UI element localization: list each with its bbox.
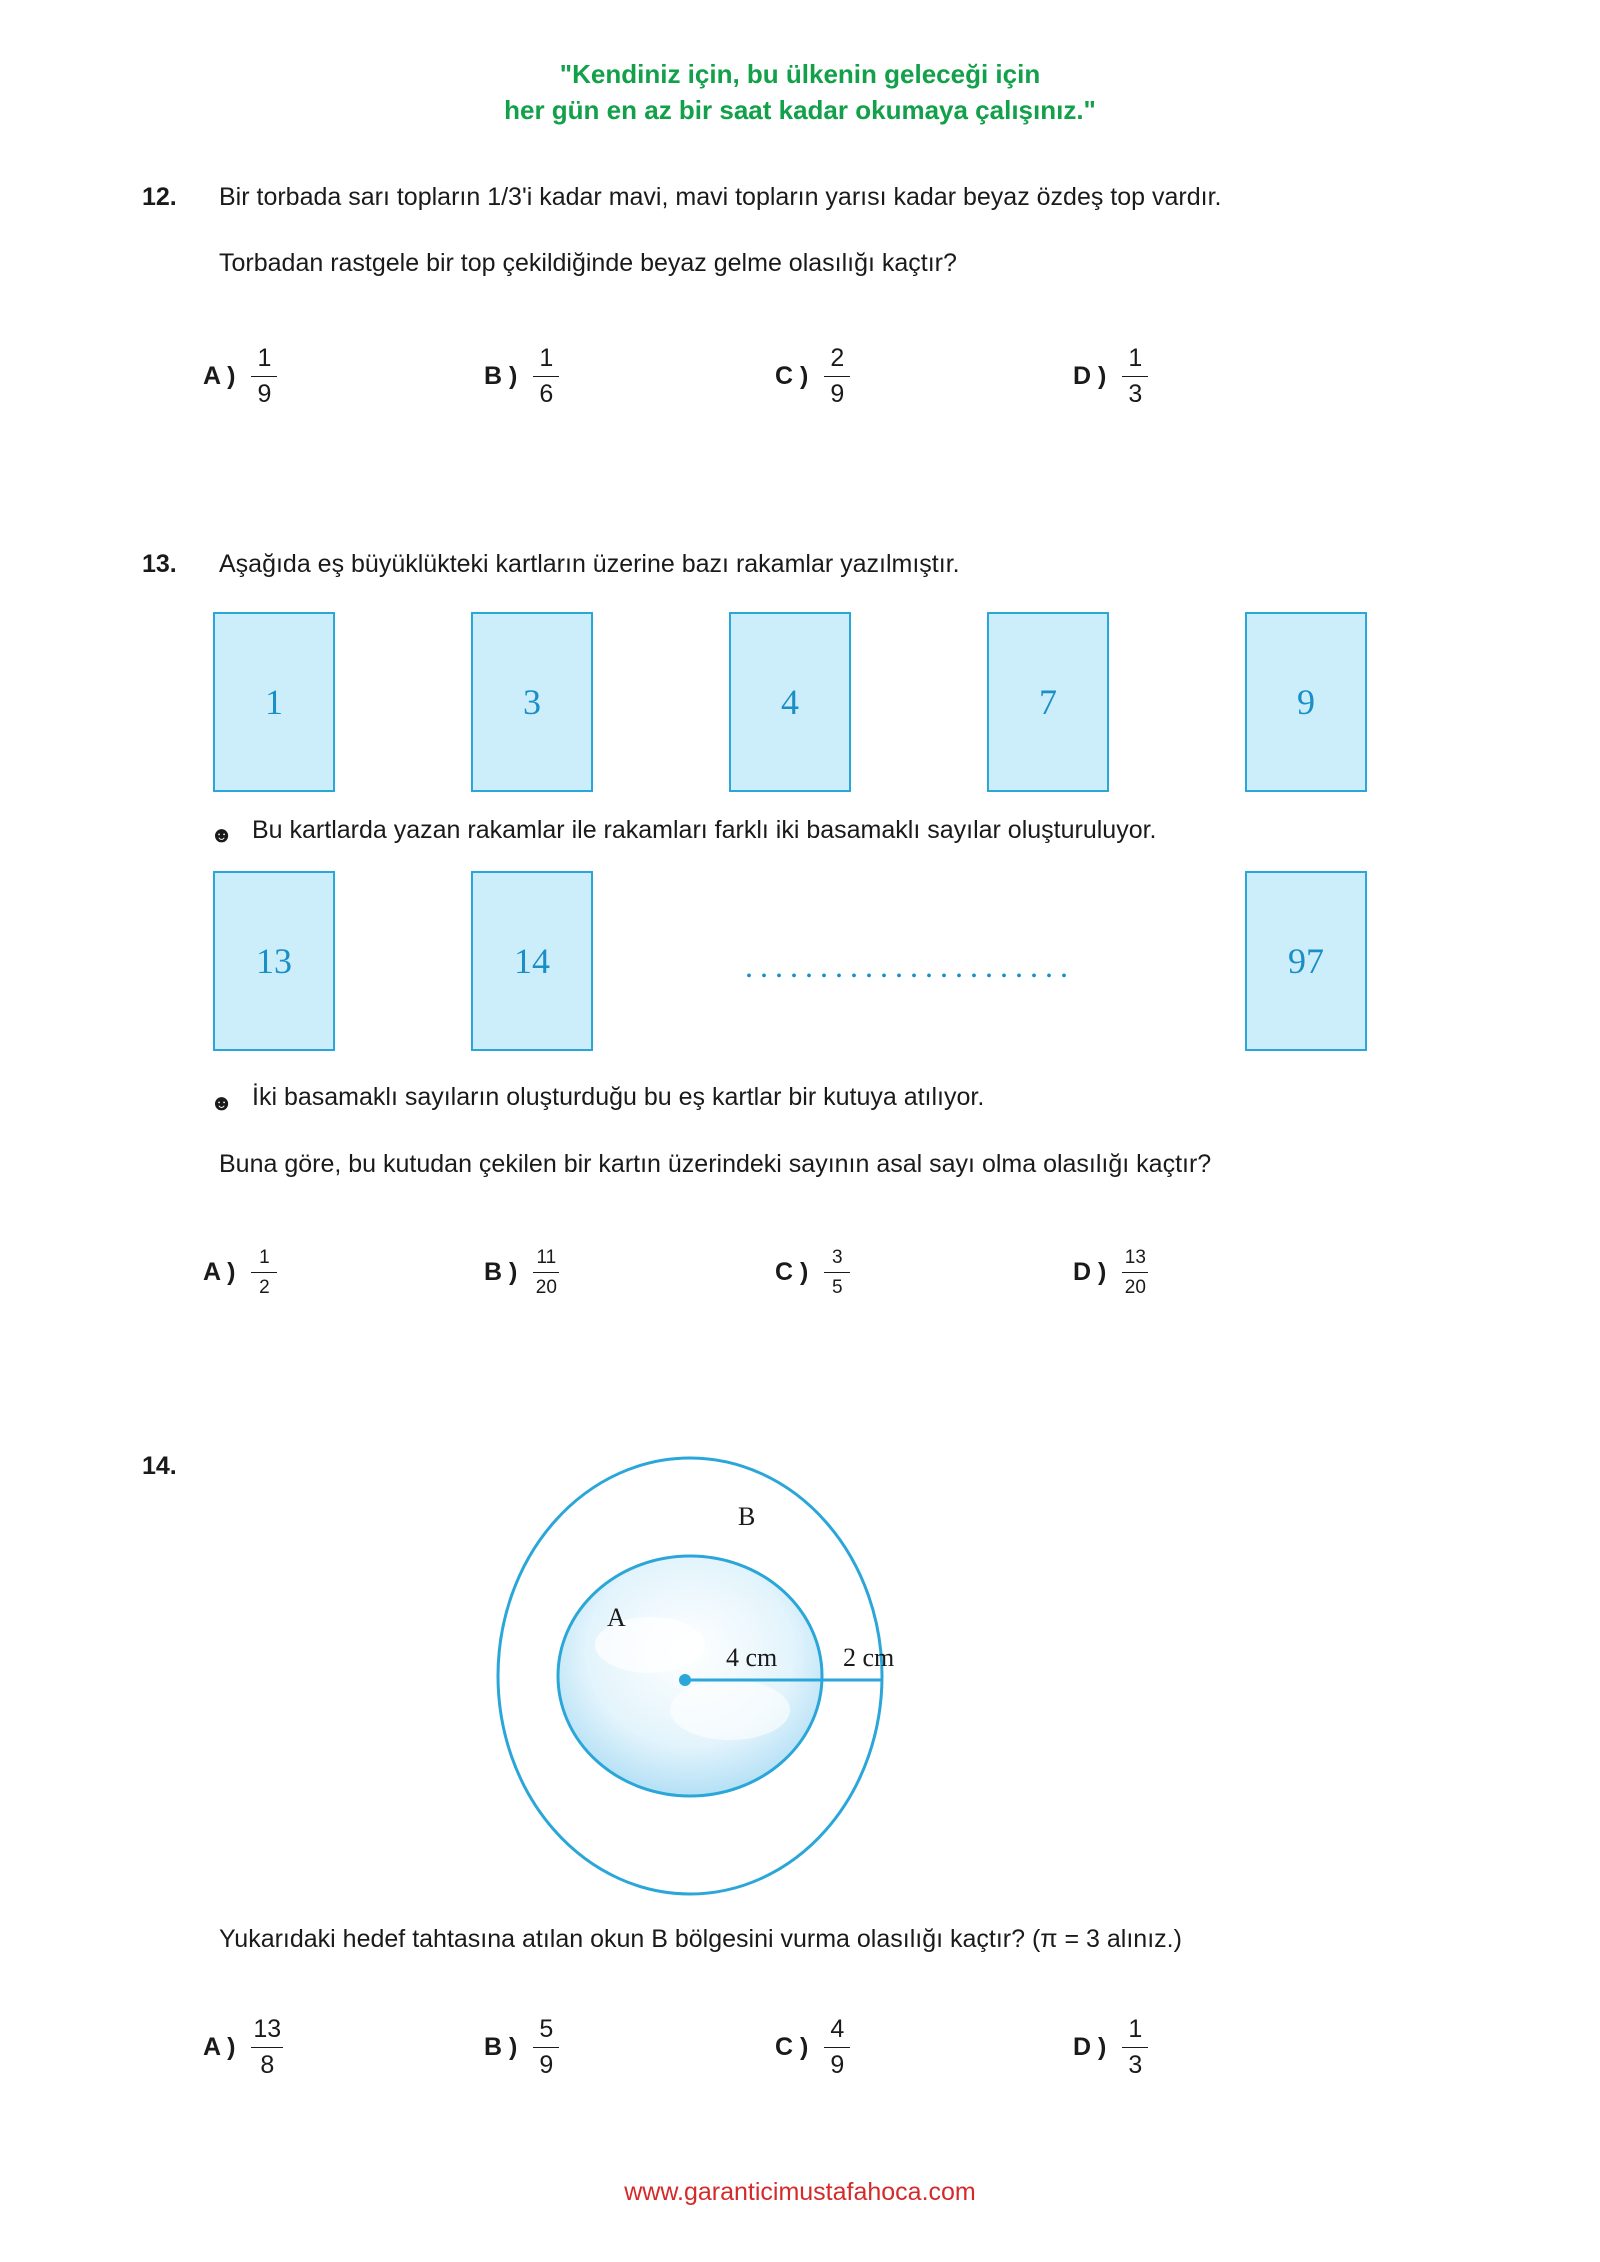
option-fraction: $\frac{1}{2}$ (251, 1248, 277, 1297)
question-14-prompt: Yukarıdaki hedef tahtasına atılan okun B bölgesini vurma olasılığı kaçtır? (π = 3 alınız.) (219, 1925, 1182, 1953)
number-card: 14 (471, 871, 593, 1051)
question-13-bullet-2: İki basamaklı sayıların oluşturduğu bu eş kartlar bir kutuya atılıyor. (252, 1083, 985, 1111)
option-fraction: $\frac{5}{9}$ (533, 2017, 559, 2078)
digit-card: 4 (729, 612, 851, 792)
option-letter: D ) (1073, 362, 1107, 390)
digit-card: 3 (471, 612, 593, 792)
ellipsis-dots: ...................... (745, 948, 1075, 984)
option-letter: B ) (484, 2033, 518, 2061)
label-b: B (738, 1502, 756, 1531)
q14-option-c[interactable] (775, 2017, 850, 2078)
option-fraction: $\frac{11}{20}$ (533, 1248, 559, 1297)
label-a: A (607, 1603, 626, 1632)
option-fraction: $\frac{4}{9}$ (824, 2017, 850, 2078)
option-letter: A ) (203, 2033, 236, 2061)
question-13-text: Aşağıda eş büyüklükteki kartların üzerine bazı rakamlar yazılmıştır. (219, 550, 960, 578)
question-12-number: 12. (142, 183, 177, 211)
footer-website-link[interactable]: www.garanticimustafahoca.com (624, 2178, 976, 2206)
motto-line-2: her gün en az bir saat kadar okumaya çalışınız." (504, 95, 1096, 125)
ring-width-label: 2 cm (843, 1643, 895, 1672)
motto-line-1: "Kendiniz için, bu ülkenin geleceği için (559, 59, 1041, 89)
option-fraction: $\frac{1}{6}$ (533, 346, 559, 407)
option-fraction: $\frac{2}{9}$ (824, 346, 850, 407)
center-point (679, 1674, 691, 1686)
q14-option-d[interactable] (1073, 2017, 1148, 2078)
number-card: 97 (1245, 871, 1367, 1051)
q12-option-b[interactable] (484, 346, 559, 407)
option-fraction: $\frac{1}{9}$ (251, 346, 277, 407)
q13-option-b[interactable] (484, 1248, 559, 1297)
question-14-number: 14. (142, 1452, 177, 1480)
digit-card: 1 (213, 612, 335, 792)
option-letter: D ) (1073, 2033, 1107, 2061)
question-12-prompt: Torbadan rastgele bir top çekildiğinde beyaz gelme olasılığı kaçtır? (219, 249, 957, 277)
question-13-bullet-1: Bu kartlarda yazan rakamlar ile rakamları farklı iki basamaklı sayılar oluşturuluyor. (252, 816, 1157, 844)
q13-option-d[interactable] (1073, 1248, 1148, 1297)
option-fraction: $\frac{13}{20}$ (1122, 1248, 1148, 1297)
option-fraction: $\frac{1}{3}$ (1122, 2017, 1148, 2078)
q13-option-a[interactable] (203, 1248, 277, 1297)
number-card: 13 (213, 871, 335, 1051)
option-letter: B ) (484, 362, 518, 390)
inner-circle-a (558, 1556, 822, 1796)
digit-card: 7 (987, 612, 1109, 792)
digit-card: 9 (1245, 612, 1367, 792)
option-fraction: $\frac{13}{8}$ (253, 2015, 282, 2079)
question-13-number: 13. (142, 550, 177, 578)
bullet-icon: ☻ (210, 822, 234, 847)
option-fraction: $\frac{1}{3}$ (1122, 346, 1148, 407)
q13-option-c[interactable] (775, 1248, 850, 1297)
option-fraction: $\frac{3}{5}$ (824, 1248, 850, 1297)
bullet-icon: ☻ (210, 1090, 234, 1115)
question-13-prompt: Buna göre, bu kutudan çekilen bir kartın üzerindeki sayının asal sayı olma olasılığı kaçtır? (219, 1150, 1212, 1178)
option-letter: C ) (775, 2033, 809, 2061)
inner-radius-label: 4 cm (726, 1643, 778, 1672)
q14-option-b[interactable] (484, 2017, 559, 2078)
option-letter: A ) (203, 362, 236, 390)
option-letter: A ) (203, 1258, 236, 1286)
question-12-text: Bir torbada sarı topların 1/3'i kadar mavi, mavi topların yarısı kadar beyaz özdeş top vardır. (219, 183, 1222, 211)
option-letter: D ) (1073, 1258, 1107, 1286)
option-letter: C ) (775, 1258, 809, 1286)
q12-option-a[interactable] (203, 346, 277, 407)
q14-option-a[interactable] (203, 2017, 283, 2078)
option-letter: B ) (484, 1258, 518, 1286)
target-board-diagram (440, 1440, 960, 1910)
q12-option-d[interactable] (1073, 346, 1148, 407)
option-letter: C ) (775, 362, 809, 390)
q12-option-c[interactable] (775, 346, 850, 407)
